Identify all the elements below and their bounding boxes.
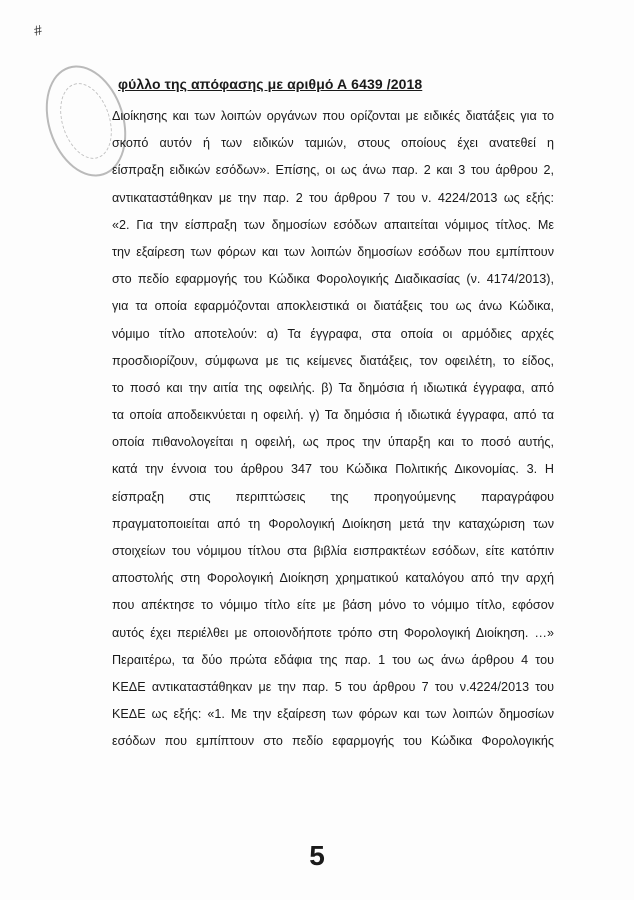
text-line: ΚΕΔΕ αντικαταστάθηκαν με την παρ. 5 του άρθρου 7 του ν.4224/2013 του	[112, 679, 554, 694]
text-line: εσόδων που εμπίπτουν στο πεδίο εφαρμογής του Κώδικα Φορολογικής	[112, 734, 554, 749]
text-line: την εξαίρεση των φόρων και των λοιπών δημοσίων εσόδων που εμπίπτουν	[112, 244, 554, 259]
text-line: «2. Για την είσπραξη των δημοσίων εσόδων απαιτείται νόμιμος τίτλος. Με	[112, 217, 554, 232]
text-line: τα οποία αποδεικνύεται η οφειλή. γ) Τα δημόσια ή ιδιωτικά έγγραφα, από τα	[112, 408, 554, 423]
text-line: οποία πιθανολογείται η οφειλή, ως προς την ύπαρξη και το ποσό αυτής,	[112, 435, 554, 450]
text-line: πραγματοποιείται από τη Φορολογική Διοίκηση μετά την καταχώριση των	[112, 516, 554, 531]
text-line: νόμιμο τίτλο αποτελούν: α) Τα έγγραφα, στα οποία οι αρμόδιες αρχές	[112, 326, 554, 341]
page-number: 5	[309, 840, 325, 871]
text-line: είσπραξη στις περιπτώσεις της προηγούμενης παραγράφου	[112, 489, 554, 504]
page-header: φύλλο της απόφασης με αριθμό Α 6439 /2018	[118, 76, 423, 92]
text-line: σκοπό αυτόν ή των ειδικών ταμιών, στους οποίους έχει ανατεθεί η	[112, 136, 554, 151]
text-line: στοιχείων του νόμιμου τίτλου στα βιβλία εισπρακτέων εσόδων, είτε κατόπιν	[112, 544, 554, 558]
text-line: για τα οποία εφαρμόζονται αποκλειστικά οι διατάξεις του ως άνω Κώδικα,	[112, 299, 554, 314]
text-line: ΚΕΔΕ ως εξής: «1. Με την εξαίρεση των φόρων και των λοιπών δημοσίων	[112, 707, 554, 722]
corner-mark: #	[32, 21, 44, 39]
text-line: είσπραξη ειδικών εσόδων». Επίσης, οι ως άνω παρ. 2 και 3 του άρθρου 2,	[112, 163, 554, 178]
text-line: Διοίκησης και των λοιπών οργάνων που ορίζονται με ειδικές διατάξεις για το	[112, 109, 554, 123]
text-line: στο πεδίο εφαρμογής του Κώδικα Φορολογικής Διαδικασίας (ν. 4174/2013),	[112, 272, 554, 287]
text-line: αυτός έχει περιέλθει με οποιονδήποτε τρόπο στη Φορολογική Διοίκηση. …»	[112, 625, 554, 640]
document-body	[112, 103, 554, 756]
text-line: κατά την έννοια του άρθρου 347 του Κώδικα Πολιτικής Δικονομίας. 3. Η	[112, 462, 554, 477]
text-line: που απέκτησε το νόμιμο τίτλο είτε με βάση μόνο το νόμιμο τίτλο, εφόσον	[112, 598, 554, 613]
text-line: προσδιορίζουν, σύμφωνα με τις κείμενες διατάξεις, τον οφειλέτη, το είδος,	[112, 353, 554, 368]
text-line: αντικαταστάθηκαν με την παρ. 2 του άρθρου 7 του ν. 4224/2013 ως εξής:	[112, 190, 554, 205]
text-line: αποστολής στη Φορολογική Διοίκηση χρηματικού καταλόγου από την αρχή	[112, 571, 554, 586]
text-line: το ποσό και την αιτία της οφειλής. β) Τα δημόσια ή ιδιωτικά έγγραφα, από	[112, 380, 554, 395]
text-line: Περαιτέρω, τα δύο πρώτα εδάφια της παρ. 1 του ως άνω άρθρου 4 του	[112, 652, 554, 667]
